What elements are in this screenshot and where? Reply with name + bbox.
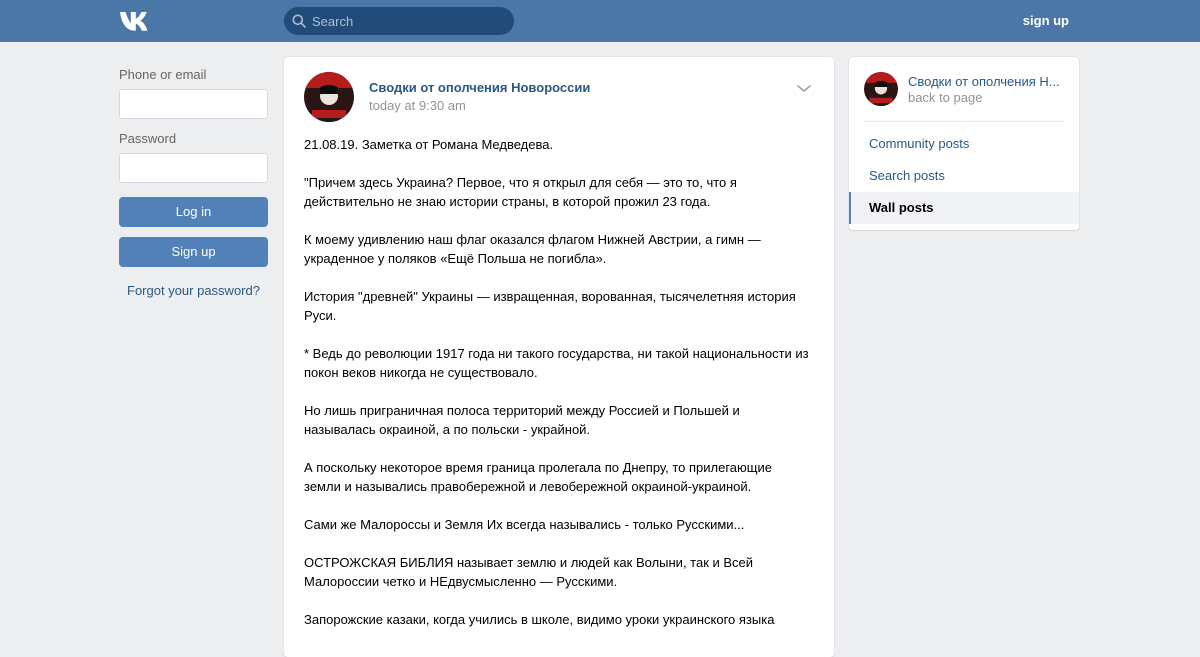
search-icon — [292, 14, 306, 28]
post-paragraph: ОСТРОЖСКАЯ БИБЛИЯ называет землю и людей как Волыни, так и Всей Малороссии четко и НЕдвусмысленно — Русскими. — [304, 555, 754, 589]
post-paragraph: 21.08.19. Заметка от Романа Медведева. — [304, 137, 554, 152]
post-paragraph: История "древней" Украины — извращенная, ворованная, тысячелетняя история Руси. — [304, 289, 796, 323]
post-paragraph: А поскольку некоторое время граница пролегала по Днепру, то прилегающие земли и назывались правобережной и левобережной окраиной-украиной. — [304, 460, 772, 494]
password-label: Password — [119, 131, 177, 146]
menu-item-community-posts[interactable]: Community posts — [869, 136, 970, 151]
signup-button[interactable]: Sign up — [119, 237, 268, 267]
back-to-page-link[interactable]: back to page — [908, 90, 983, 105]
post-timestamp[interactable]: today at 9:30 am — [369, 98, 466, 113]
search-box[interactable] — [284, 7, 514, 35]
vk-logo-icon[interactable] — [119, 10, 153, 32]
forgot-password-link[interactable]: Forgot your password? — [127, 283, 260, 298]
search-input[interactable] — [312, 7, 502, 35]
side-menu-card — [849, 57, 1079, 230]
divider — [864, 121, 1064, 122]
post-paragraph: Но лишь приграничная полоса территорий между Россией и Польшей и называлась окраиной, а по польски - украйной. — [304, 403, 740, 437]
phone-email-field[interactable] — [119, 89, 268, 119]
menu-item-search-posts[interactable]: Search posts — [869, 168, 945, 183]
login-form — [119, 57, 268, 298]
header-signup-link[interactable]: sign up — [1022, 13, 1069, 28]
post-text — [304, 135, 809, 648]
post-paragraph: К моему удивлению наш флаг оказался флагом Нижней Австрии, а гимн — украденное у поляков «Ещё Польша не погибла». — [304, 232, 761, 266]
post-paragraph: Запорожские казаки, когда учились в школе, видимо уроки украинского языка — [304, 612, 775, 627]
phone-label: Phone or email — [119, 67, 207, 82]
post-author-link[interactable]: Сводки от ополчения Новороссии — [369, 80, 591, 95]
avatar-image — [304, 72, 354, 122]
post-paragraph: "Причем здесь Украина? Первое, что я открыл для себя — это то, что я действительно не знаю истории страны, в которой прожил 23 года. — [304, 175, 737, 209]
avatar-image — [864, 72, 898, 106]
post-paragraph: * Ведь до революции 1917 года ни такого государства, ни такой национальности из покон веков никогда не существовало. — [304, 346, 809, 380]
community-avatar-small[interactable] — [864, 72, 898, 106]
login-button[interactable]: Log in — [119, 197, 268, 227]
top-navigation-bar — [0, 0, 1200, 42]
menu-item-wall-posts[interactable]: Wall posts — [849, 192, 1079, 224]
post-paragraph: Сами же Малороссы и Земля Их всегда назывались - только Русскими... — [304, 517, 745, 532]
chevron-down-icon[interactable] — [796, 84, 812, 94]
password-field[interactable] — [119, 153, 268, 183]
community-avatar[interactable] — [304, 72, 354, 122]
wall-post — [284, 57, 834, 657]
community-name-link[interactable]: Сводки от ополчения Н... — [908, 74, 1060, 89]
